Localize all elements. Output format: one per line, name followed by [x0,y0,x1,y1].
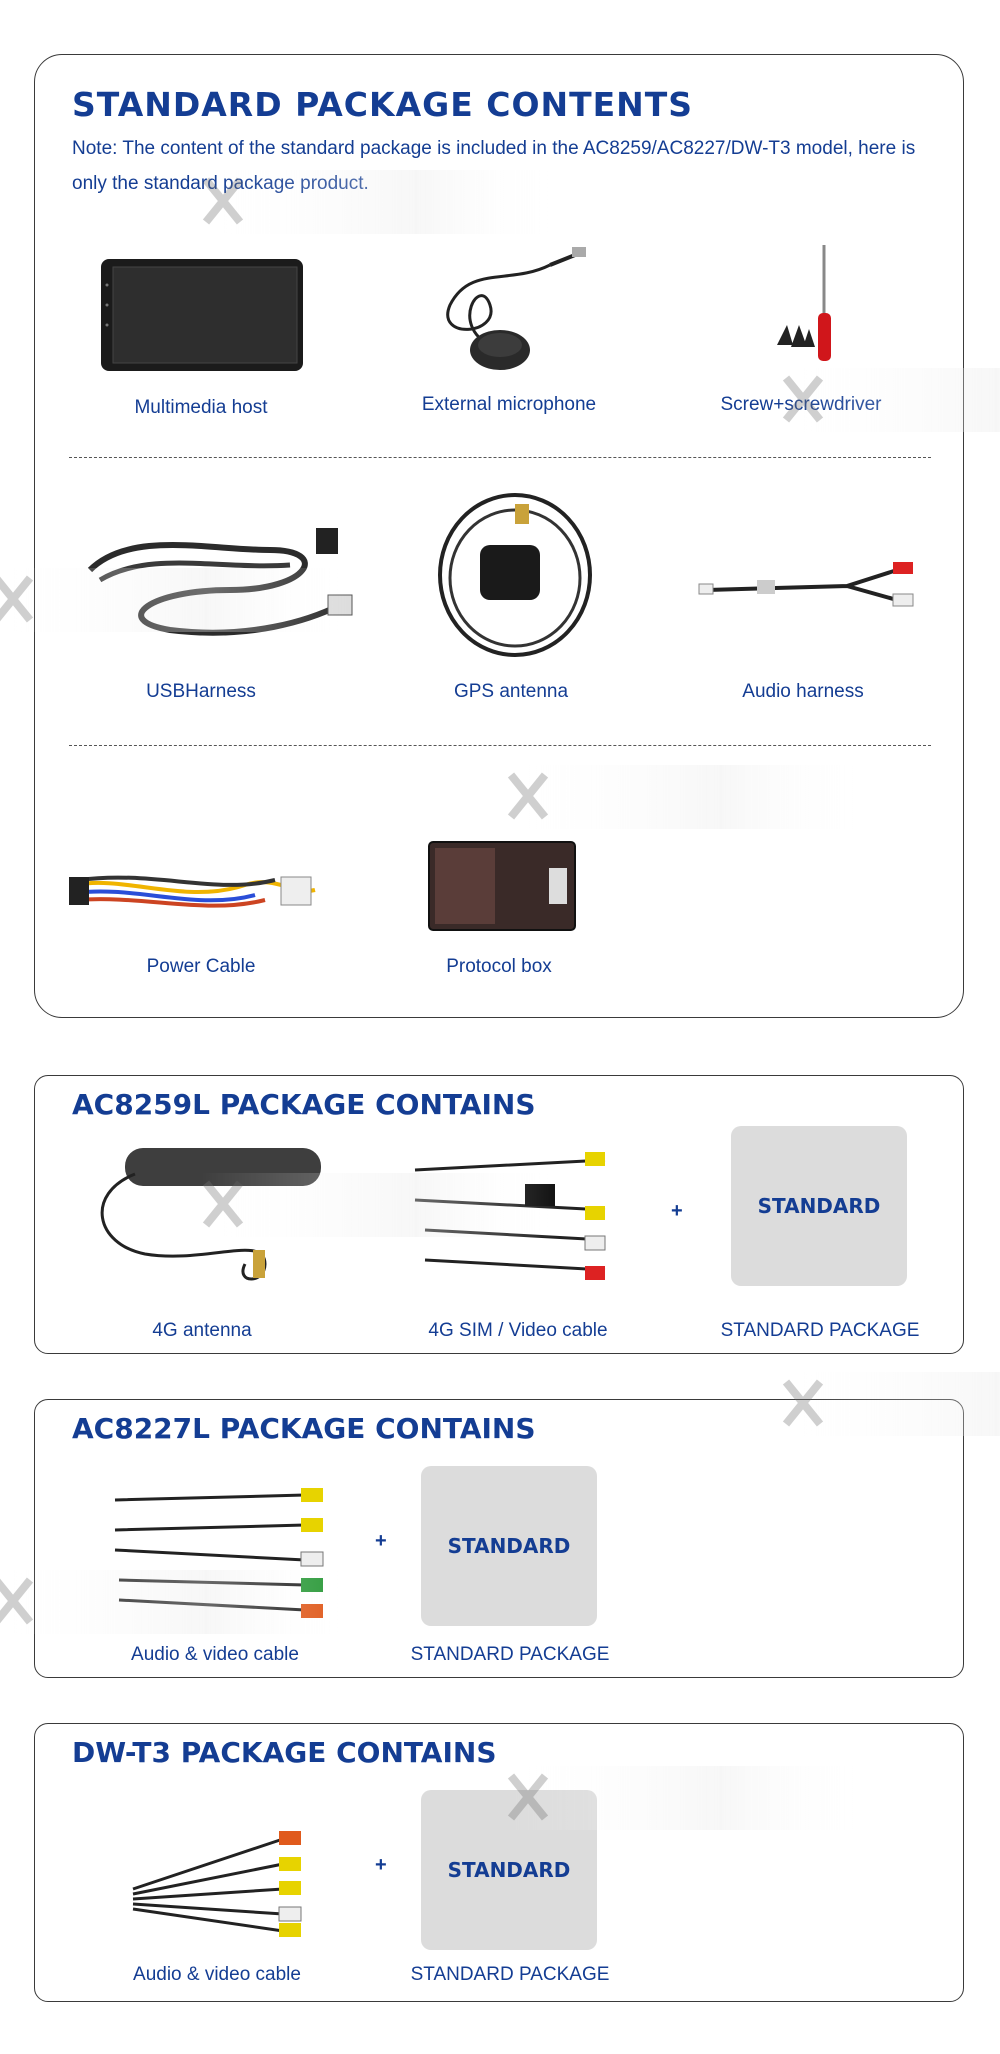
audio-harness-image [697,550,917,620]
section-divider [69,745,931,746]
item-label: 4G antenna [152,1320,252,1341]
standard-package-title: STANDARD PACKAGE CONTENTS [72,85,694,124]
item-label: GPS antenna [453,681,569,702]
item-label: 4G SIM / Video cable [428,1320,608,1341]
microphone-image [430,245,595,375]
standard-package-box: STANDARD [421,1466,597,1626]
item-label: Power Cable [146,956,256,977]
item-label: Protocol box [446,956,552,977]
item-label: USBHarness [146,681,256,702]
4g-antenna-image [85,1144,325,1294]
item-label: External microphone [421,394,597,415]
item-label: Audio & video cable [133,1964,301,1985]
dwt3-panel [34,1723,964,2002]
dwt3-title: DW-T3 PACKAGE CONTAINS [72,1736,497,1769]
ac8227l-panel [34,1399,964,1678]
plus-sign: + [375,1530,387,1552]
standard-package-box: STANDARD [421,1790,597,1950]
item-label: Audio harness [742,681,864,702]
power-cable-image [65,855,325,925]
item-label: STANDARD PACKAGE [720,1320,920,1341]
sim-video-cable-image [405,1140,625,1300]
usb-harness-image [70,510,360,650]
item-label: Screw+screwdriver [720,394,882,415]
av-cable-image [123,1819,323,1939]
ac8259l-title: AC8259L PACKAGE CONTAINS [72,1088,536,1121]
gps-antenna-image [435,490,605,665]
standard-package-note: Note: The content of the standard package is included in the AC8259/AC8227/DW-T3 model, here is only the standard package product. [72,138,916,194]
av-cable-image [105,1480,345,1620]
item-label: Multimedia host [134,397,268,418]
protocol-box-image [427,838,577,933]
plus-sign: + [375,1854,387,1876]
plus-sign: + [671,1200,683,1222]
ac8227l-title: AC8227L PACKAGE CONTAINS [72,1412,536,1445]
screwdriver-image [769,245,859,365]
standard-package-box: STANDARD [731,1126,907,1286]
item-label: STANDARD PACKAGE [410,1644,610,1665]
section-divider [69,457,931,458]
item-label: STANDARD PACKAGE [410,1964,610,1985]
multimedia-host-image [97,255,307,375]
standard-package-panel [34,54,964,1018]
ac8259l-panel [34,1075,964,1354]
item-label: Audio & video cable [131,1644,299,1665]
